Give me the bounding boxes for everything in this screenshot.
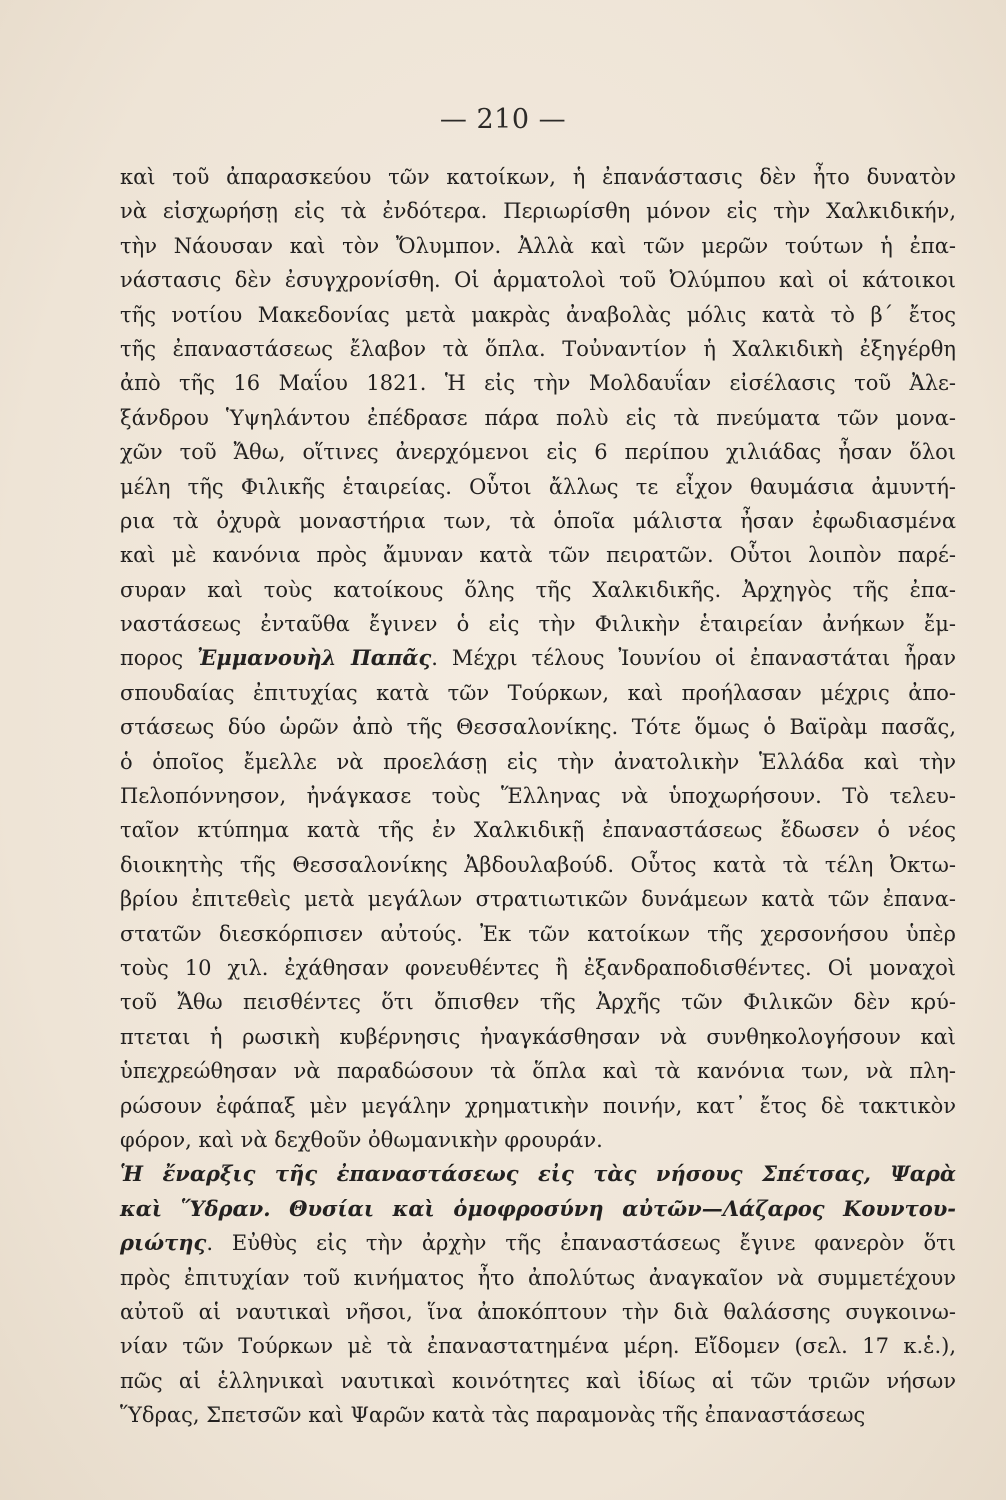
- text-line: [120, 1364, 956, 1398]
- text-line: [120, 676, 956, 710]
- text-line: [120, 229, 956, 263]
- text-line: [120, 401, 956, 435]
- line-text: Ὕδρας, Σπετσῶν καὶ Ψαρῶν κατὰ τὰς παραμονὰς τῆς ἐπαναστάσεως: [120, 1403, 866, 1428]
- bold-heading-text: Ἐμμανουὴλ Παπᾶς: [197, 645, 432, 671]
- text-line: [120, 779, 956, 813]
- bold-heading-text: καὶ Ὕδραν. Θυσίαι καὶ ὁμοφροσύνη αὐτῶν—Λάζαρος Κουντου-: [120, 1195, 956, 1221]
- line-text: ξάνδρου Ὑψηλάντου ἐπέδρασε πάρα πολὺ εἰς τὰ πνεύματα τῶν μονα-: [120, 405, 956, 430]
- line-text: νὰ εἰσχωρήσῃ εἰς τὰ ἐνδότερα. Περιωρίσθη μόνον εἰς τὴν Χαλκιδικήν,: [120, 199, 956, 224]
- text-line: [120, 1295, 956, 1329]
- text-line: [120, 573, 956, 607]
- text-line: [120, 710, 956, 744]
- text-line: [120, 470, 956, 504]
- text-line: [120, 917, 956, 951]
- bold-heading-text: Ἡ ἔναρξις τῆς ἐπαναστάσεως εἰς τὰς νήσους Σπέτσας, Ψαρὰ: [120, 1161, 956, 1187]
- text-line: [120, 194, 956, 228]
- line-text: τοῦ Ἄθω πεισθέντες ὅτι ὄπισθεν τῆς Ἀρχῆς τῶν Φιλικῶν δὲν κρύ-: [120, 990, 956, 1015]
- line-text: καὶ μὲ κανόνια πρὸς ἄμυναν κατὰ τῶν πειρατῶν. Οὗτοι λοιπὸν παρέ-: [120, 543, 956, 568]
- text-line: [120, 435, 956, 469]
- line-text: . Εὐθὺς εἰς τὴν ἀρχὴν τῆς ἐπαναστάσεως ἔγινε φανερὸν ὅτι: [206, 1231, 956, 1256]
- line-text: τῆς νοτίου Μακεδονίας μετὰ μακρὰς ἀναβολὰς μόλις κατὰ τὸ β΄ ἔτος: [120, 302, 956, 327]
- line-text: τοὺς 10 χιλ. ἐχάθησαν φονευθέντες ἢ ἐξανδραποδισθέντες. Οἱ μοναχοὶ: [120, 955, 956, 980]
- text-line: [120, 1398, 956, 1432]
- line-text: ὑπεχρεώθησαν νὰ παραδώσουν τὰ ὅπλα καὶ τὰ κανόνια των, νὰ πλη-: [120, 1059, 956, 1084]
- text-line: [120, 1157, 956, 1191]
- line-text: ἀπὸ τῆς 16 Μαΐου 1821. Ἡ εἰς τὴν Μολδαυΐαν εἰσέλασις τοῦ Ἀλε-: [120, 371, 956, 396]
- page-number: — 210 —: [439, 104, 567, 135]
- line-text: τὴν Νάουσαν καὶ τὸν Ὄλυμπον. Ἀλλὰ καὶ τῶν μερῶν τούτων ἡ ἐπα-: [120, 233, 956, 258]
- text-line: [120, 160, 956, 194]
- line-text: καὶ τοῦ ἀπαρασκεύου τῶν κατοίκων, ἡ ἐπανάστασις δὲν ἦτο δυνατὸν: [120, 165, 956, 189]
- line-text: νάστασις δὲν ἐσυγχρονίσθη. Οἱ ἁρματολοὶ τοῦ Ὀλύμπου καὶ οἱ κάτοικοι: [120, 268, 956, 293]
- line-text: πορος: [120, 646, 198, 671]
- text-line: [120, 951, 956, 985]
- line-text: χῶν τοῦ Ἄθω, οἵτινες ἀνερχόμενοι εἰς 6 περίπου χιλιάδας ἦσαν ὅλοι: [120, 440, 956, 465]
- line-text: ὁ ὁποῖος ἔμελλε νὰ προελάσῃ εἰς τὴν ἀνατολικὴν Ἑλλάδα καὶ τὴν: [120, 749, 956, 774]
- line-text: βρίου ἐπιτεθεὶς μετὰ μεγάλων στρατιωτικῶν δυνάμεων κατὰ τῶν ἐπανα-: [120, 887, 956, 912]
- text-line: [120, 366, 956, 400]
- line-text: διοικητὴς τῆς Θεσσαλονίκης Ἀβδουλαβούδ. Οὗτος κατὰ τὰ τέλη Ὀκτω-: [120, 852, 956, 877]
- line-text: τῆς ἐπαναστάσεως ἔλαβον τὰ ὅπλα. Τοὐναντίον ἡ Χαλκιδικὴ ἐξηγέρθη: [120, 336, 956, 361]
- text-line: [120, 298, 956, 332]
- line-text: ναστάσεως ἐνταῦθα ἔγινεν ὁ εἰς τὴν Φιλικὴν ἑταιρείαν ἀνήκων ἔμ-: [120, 612, 956, 637]
- line-text: ρια τὰ ὀχυρὰ μοναστήρια των, τὰ ὁποῖα μάλιστα ἦσαν ἐφωδιασμένα: [120, 508, 956, 533]
- line-text: στάσεως δύο ὡρῶν ἀπὸ τῆς Θεσσαλονίκης. Τότε ὅμως ὁ Βαϊρὰμ πασᾶς,: [120, 715, 956, 740]
- line-text: σπουδαίας ἐπιτυχίας κατὰ τῶν Τούρκων, καὶ προήλασαν μέχρις ἀπο-: [120, 680, 956, 705]
- line-text: πῶς αἱ ἑλληνικαὶ ναυτικαὶ κοινότητες καὶ ἰδίως αἱ τῶν τριῶν νήσων: [120, 1368, 956, 1393]
- text-line: [120, 1123, 956, 1157]
- text-line: [120, 641, 956, 675]
- line-text: ρώσουν ἐφάπαξ μὲν μεγάλην χρηματικὴν ποινήν, κατ᾽ ἔτος δὲ τακτικὸν: [120, 1093, 956, 1118]
- line-text: μέλη τῆς Φιλικῆς ἑταιρείας. Οὗτοι ἄλλως τε εἶχον θαυμάσια ἀμυντή-: [120, 474, 956, 499]
- text-line: [120, 745, 956, 779]
- line-text: πτεται ἡ ρωσικὴ κυβέρνησις ἠναγκάσθησαν νὰ συνθηκολογήσουν καὶ: [120, 1024, 956, 1049]
- line-text: . Μέχρι τέλους Ἰουνίου οἱ ἐπαναστάται ἦραν: [431, 646, 956, 671]
- body-text: [120, 160, 956, 1432]
- text-line: [120, 985, 956, 1019]
- line-text: πρὸς ἐπιτυχίαν τοῦ κινήματος ἦτο ἀπολύτως ἀναγκαῖον νὰ συμμετέχουν: [120, 1265, 956, 1290]
- text-line: [120, 1020, 956, 1054]
- text-line: [120, 1089, 956, 1123]
- text-line: [120, 1226, 956, 1260]
- text-line: [120, 1261, 956, 1295]
- text-line: [120, 263, 956, 297]
- text-line: [120, 1054, 956, 1088]
- text-line: [120, 813, 956, 847]
- text-line: [120, 848, 956, 882]
- text-line: [120, 332, 956, 366]
- line-text: συραν καὶ τοὺς κατοίκους ὅλης τῆς Χαλκιδικῆς. Ἀρχηγὸς τῆς ἐπα-: [120, 577, 956, 602]
- text-line: [120, 1329, 956, 1363]
- text-line: [120, 538, 956, 572]
- text-line: [120, 882, 956, 916]
- line-text: αὐτοῦ αἱ ναυτικαὶ νῆσοι, ἵνα ἀποκόπτουν τὴν διὰ θαλάσσης συγκοινω-: [120, 1299, 956, 1324]
- bold-heading-text: ριώτης: [120, 1230, 207, 1256]
- text-line: [120, 607, 956, 641]
- text-line: [120, 1192, 956, 1226]
- line-text: στατῶν διεσκόρπισεν αὐτούς. Ἐκ τῶν κατοίκων τῆς χερσονήσου ὑπὲρ: [120, 921, 956, 946]
- text-line: [120, 504, 956, 538]
- line-text: ταῖον κτύπημα κατὰ τῆς ἐν Χαλκιδικῇ ἐπαναστάσεως ἔδωσεν ὁ νέος: [120, 818, 956, 843]
- line-text: νίαν τῶν Τούρκων μὲ τὰ ἐπαναστατημένα μέρη. Εἴδομεν (σελ. 17 κ.ἑ.),: [120, 1334, 956, 1359]
- line-text: Πελοπόννησον, ἠνάγκασε τοὺς Ἕλληνας νὰ ὑποχωρήσουν. Τὸ τελευ-: [120, 784, 956, 809]
- line-text: φόρον, καὶ νὰ δεχθοῦν ὀθωμανικὴν φρουράν.: [120, 1127, 603, 1152]
